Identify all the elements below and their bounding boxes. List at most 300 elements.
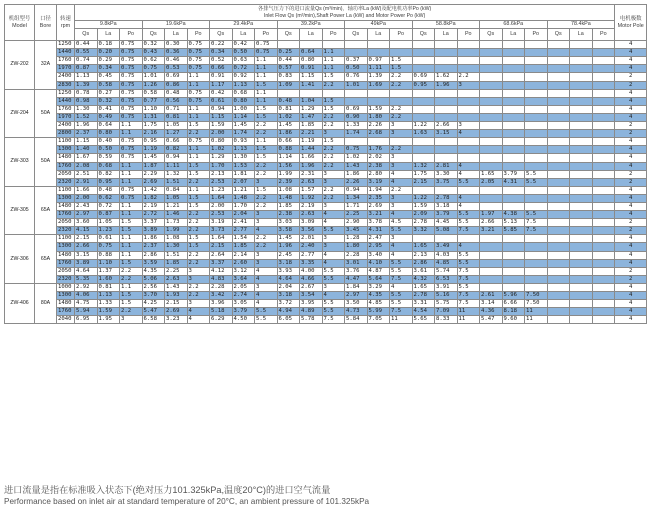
value-cell: 7.05 <box>367 316 390 324</box>
value-cell <box>457 138 480 146</box>
value-cell: 3.56 <box>300 227 323 235</box>
value-cell: 1.59 <box>97 308 120 316</box>
value-cell: 2.78 <box>412 219 435 227</box>
value-cell <box>480 259 503 267</box>
value-cell <box>525 97 548 105</box>
pole-cell: 2 <box>615 267 647 275</box>
value-cell <box>547 49 570 57</box>
value-cell <box>525 49 548 57</box>
speed-header-zh: 转速 <box>60 15 71 22</box>
sub-header: Po <box>255 29 278 41</box>
value-cell: 2.2 <box>120 267 143 275</box>
value-cell: 3.70 <box>142 292 165 300</box>
value-cell: 1.87 <box>142 162 165 170</box>
value-cell <box>570 122 593 130</box>
value-cell <box>480 49 503 57</box>
pole-cell: 4 <box>615 235 647 243</box>
value-cell: 4.87 <box>367 267 390 275</box>
value-cell <box>502 202 525 210</box>
pole-cell: 4 <box>615 194 647 202</box>
rpm-cell: 2400 <box>57 122 75 130</box>
value-cell: 2.04 <box>277 283 300 291</box>
value-cell <box>457 41 480 49</box>
value-cell: 2.69 <box>165 308 188 316</box>
value-cell: 1.1 <box>255 97 278 105</box>
value-cell <box>570 81 593 89</box>
bore-cell: 80A <box>35 283 57 323</box>
rpm-cell: 1100 <box>57 186 75 194</box>
value-cell: 1.5 <box>187 194 210 202</box>
value-cell <box>457 154 480 162</box>
rpm-cell: 1480 <box>57 202 75 210</box>
value-cell: 0.49 <box>97 113 120 121</box>
value-cell: 3.03 <box>277 219 300 227</box>
footer-note-en: Performance based on inlet air at standard temperature of 20°C, an ambient pressure of 101.325kPa <box>4 497 370 506</box>
value-cell: 0.69 <box>412 73 435 81</box>
value-cell <box>547 65 570 73</box>
value-cell: 0.81 <box>277 105 300 113</box>
value-cell <box>480 65 503 73</box>
value-cell <box>457 89 480 97</box>
value-cell: 0.61 <box>210 97 233 105</box>
value-cell <box>547 186 570 194</box>
value-cell: 2.78 <box>435 194 458 202</box>
value-cell <box>525 202 548 210</box>
value-cell: 5.5 <box>457 259 480 267</box>
value-cell: 0.95 <box>142 138 165 146</box>
value-cell <box>345 89 368 97</box>
value-cell <box>525 57 548 65</box>
value-cell: 1.11 <box>165 162 188 170</box>
value-cell: 3 <box>457 81 480 89</box>
value-cell: 2.28 <box>345 251 368 259</box>
value-cell: 3 <box>322 178 345 186</box>
sub-header: Qs <box>75 29 98 41</box>
value-cell <box>480 154 503 162</box>
value-cell: 2.81 <box>435 162 458 170</box>
value-cell: 1.28 <box>345 235 368 243</box>
table-row <box>5 162 647 170</box>
value-cell: 1.84 <box>345 283 368 291</box>
value-cell: 2.53 <box>210 178 233 186</box>
table-row <box>5 170 647 178</box>
value-cell: 1.5 <box>255 113 278 121</box>
value-cell: 1.59 <box>367 105 390 113</box>
sub-header: Qs <box>277 29 300 41</box>
pole-cell: 4 <box>615 308 647 316</box>
value-cell: 0.58 <box>97 81 120 89</box>
value-cell: 0.69 <box>165 73 188 81</box>
value-cell <box>457 146 480 154</box>
value-cell: 0.78 <box>75 89 98 97</box>
value-cell <box>570 89 593 97</box>
value-cell: 3.79 <box>502 170 525 178</box>
value-cell: 0.46 <box>165 57 188 65</box>
value-cell: 11 <box>525 308 548 316</box>
value-cell: 2.21 <box>300 130 323 138</box>
value-cell: 1.1 <box>120 202 143 210</box>
value-cell: 0.45 <box>97 73 120 81</box>
pole-cell: 2 <box>615 219 647 227</box>
value-cell: 2.15 <box>75 235 98 243</box>
value-cell: 1.5 <box>322 105 345 113</box>
value-cell: 3.40 <box>367 251 390 259</box>
value-cell: 0.92 <box>232 73 255 81</box>
value-cell: 2.78 <box>412 292 435 300</box>
value-cell: 1.64 <box>210 194 233 202</box>
value-cell: 5.5 <box>457 251 480 259</box>
value-cell <box>525 113 548 121</box>
value-cell: 1.1 <box>255 89 278 97</box>
value-cell: 1.1 <box>187 146 210 154</box>
value-cell <box>457 186 480 194</box>
value-cell: 5.16 <box>435 292 458 300</box>
value-cell <box>592 251 615 259</box>
value-cell: 1.1 <box>120 122 143 130</box>
performance-table-container <box>4 4 646 324</box>
value-cell <box>570 41 593 49</box>
value-cell <box>592 65 615 73</box>
value-cell: 4 <box>390 283 413 291</box>
value-cell <box>502 65 525 73</box>
value-cell: 4.12 <box>210 267 233 275</box>
value-cell: 1.5 <box>322 138 345 146</box>
value-cell: 5.5 <box>322 308 345 316</box>
value-cell: 1.32 <box>412 162 435 170</box>
value-cell: 0.72 <box>97 202 120 210</box>
value-cell: 1.30 <box>232 154 255 162</box>
value-cell: 0.88 <box>277 146 300 154</box>
value-cell: 2.45 <box>277 251 300 259</box>
value-cell <box>592 316 615 324</box>
value-cell: 4 <box>390 170 413 178</box>
value-cell <box>570 292 593 300</box>
value-cell: 1.29 <box>210 154 233 162</box>
value-cell: 1.1 <box>120 283 143 291</box>
value-cell: 5.5 <box>525 211 548 219</box>
value-cell: 2.56 <box>142 283 165 291</box>
value-cell: 3 <box>322 202 345 210</box>
value-cell: 1.54 <box>232 235 255 243</box>
value-cell: 3.79 <box>435 211 458 219</box>
value-cell <box>592 202 615 210</box>
value-cell: 0.83 <box>277 73 300 81</box>
value-cell <box>592 89 615 97</box>
value-cell: 1.5 <box>390 57 413 65</box>
pole-cell: 2 <box>615 170 647 178</box>
value-cell: 1.5 <box>255 81 278 89</box>
table-row <box>5 186 647 194</box>
value-cell: 1.43 <box>345 162 368 170</box>
value-cell: 0.34 <box>210 49 233 57</box>
pole-cell: 4 <box>615 97 647 105</box>
value-cell <box>547 81 570 89</box>
value-cell: 0.75 <box>187 41 210 49</box>
value-cell: 4 <box>390 251 413 259</box>
value-cell: 2.2 <box>390 105 413 113</box>
value-cell: 4.36 <box>480 308 503 316</box>
value-cell: 1.1 <box>255 65 278 73</box>
value-cell: 0.75 <box>120 57 143 65</box>
value-cell: 0.48 <box>97 186 120 194</box>
value-cell: 1.33 <box>345 122 368 130</box>
value-cell: 0.94 <box>165 154 188 162</box>
value-cell: 0.62 <box>142 57 165 65</box>
value-cell: 0.75 <box>120 81 143 89</box>
value-cell <box>592 259 615 267</box>
value-cell: 4.64 <box>277 275 300 283</box>
value-cell: 1.48 <box>232 194 255 202</box>
value-cell: 1.85 <box>277 202 300 210</box>
table-row <box>5 105 647 113</box>
value-cell: 2.2 <box>255 130 278 138</box>
sub-header: Po <box>187 29 210 41</box>
value-cell: 1.21 <box>165 202 188 210</box>
pressure-header: 39.2kPa <box>277 21 345 29</box>
value-cell: 11 <box>457 316 480 324</box>
value-cell: 1.93 <box>165 292 188 300</box>
value-cell: 1.39 <box>75 81 98 89</box>
value-cell: 2.64 <box>210 251 233 259</box>
value-cell: 0.44 <box>75 41 98 49</box>
value-cell: 1.1 <box>120 211 143 219</box>
rpm-cell: 2320 <box>57 178 75 186</box>
value-cell: 3.18 <box>435 202 458 210</box>
value-cell: 1.95 <box>97 316 120 324</box>
value-cell: 4.15 <box>75 227 98 235</box>
model-cell: ZW-202 <box>5 41 35 90</box>
table-row <box>5 316 647 324</box>
value-cell <box>570 146 593 154</box>
value-cell: 1.5 <box>322 73 345 81</box>
value-cell: 1.86 <box>142 235 165 243</box>
value-cell: 2.00 <box>75 194 98 202</box>
value-cell: 2.2 <box>390 113 413 121</box>
value-cell <box>525 243 548 251</box>
value-cell <box>547 243 570 251</box>
value-cell: 1.67 <box>75 154 98 162</box>
value-cell: 0.48 <box>277 97 300 105</box>
value-cell: 0.75 <box>120 146 143 154</box>
value-cell: 4.31 <box>502 178 525 186</box>
rpm-cell: 2050 <box>57 267 75 275</box>
sub-header: Qs <box>210 29 233 41</box>
value-cell: 4.31 <box>367 227 390 235</box>
value-cell <box>592 73 615 81</box>
value-cell: 0.62 <box>97 194 120 202</box>
value-cell: 1.13 <box>75 73 98 81</box>
value-cell: 3.50 <box>345 300 368 308</box>
value-cell: 2.86 <box>142 251 165 259</box>
value-cell <box>300 89 323 97</box>
value-cell: 4.64 <box>75 267 98 275</box>
value-cell <box>412 49 435 57</box>
value-cell: 2.38 <box>367 162 390 170</box>
value-cell <box>480 89 503 97</box>
value-cell <box>502 154 525 162</box>
value-cell: 2.2 <box>255 162 278 170</box>
value-cell: 3 <box>187 275 210 283</box>
value-cell: 4 <box>457 162 480 170</box>
value-cell <box>502 57 525 65</box>
pressure-header: 29.4kPa <box>210 21 278 29</box>
value-cell: 2.2 <box>322 162 345 170</box>
pole-cell: 4 <box>615 292 647 300</box>
value-cell <box>547 235 570 243</box>
value-cell: 0.50 <box>232 49 255 57</box>
value-cell: 4.73 <box>345 308 368 316</box>
value-cell: 1.96 <box>300 162 323 170</box>
value-cell: 5.96 <box>502 292 525 300</box>
pole-cell: 2 <box>615 73 647 81</box>
table-row <box>5 292 647 300</box>
flow-header <box>75 5 615 21</box>
value-cell <box>480 162 503 170</box>
value-cell: 2.00 <box>210 130 233 138</box>
table-row <box>5 154 647 162</box>
value-cell: 0.75 <box>345 146 368 154</box>
value-cell: 1.31 <box>142 113 165 121</box>
value-cell <box>547 130 570 138</box>
value-cell: 4.35 <box>142 267 165 275</box>
value-cell <box>412 57 435 65</box>
value-cell: 3 <box>322 243 345 251</box>
value-cell: 1.97 <box>480 211 503 219</box>
value-cell <box>592 300 615 308</box>
value-cell: 1.43 <box>165 283 188 291</box>
value-cell: 2.90 <box>345 219 368 227</box>
value-cell: 2.2 <box>390 146 413 154</box>
value-cell: 3.89 <box>142 227 165 235</box>
value-cell <box>412 138 435 146</box>
table-row <box>5 122 647 130</box>
value-cell: 0.36 <box>165 49 188 57</box>
value-cell: 5.5 <box>525 178 548 186</box>
value-cell: 3 <box>457 122 480 130</box>
value-cell: 1.09 <box>277 81 300 89</box>
value-cell <box>570 316 593 324</box>
value-cell: 1.75 <box>412 170 435 178</box>
value-cell: 2.00 <box>210 202 233 210</box>
value-cell: 1.65 <box>412 243 435 251</box>
value-cell: 1.19 <box>142 146 165 154</box>
value-cell: 3.30 <box>435 170 458 178</box>
table-row <box>5 227 647 235</box>
value-cell <box>502 267 525 275</box>
value-cell: 5.08 <box>435 227 458 235</box>
rpm-cell: 1300 <box>57 243 75 251</box>
value-cell: 0.75 <box>255 49 278 57</box>
rpm-cell: 1250 <box>57 89 75 97</box>
value-cell: 1.22 <box>412 122 435 130</box>
value-cell: 3 <box>390 202 413 210</box>
value-cell: 2.2 <box>187 211 210 219</box>
value-cell: 3.12 <box>232 267 255 275</box>
value-cell: 1.1 <box>120 162 143 170</box>
value-cell <box>570 219 593 227</box>
pole-cell: 4 <box>615 283 647 291</box>
sub-header: Qs <box>547 29 570 41</box>
value-cell <box>592 283 615 291</box>
value-cell: 1.80 <box>345 243 368 251</box>
value-cell <box>435 105 458 113</box>
pressure-header: 19.6kPa <box>142 21 210 29</box>
value-cell: 0.75 <box>120 49 143 57</box>
value-cell: 2.95 <box>367 243 390 251</box>
value-cell <box>457 65 480 73</box>
value-cell <box>547 113 570 121</box>
table-row <box>5 65 647 73</box>
value-cell: 1.1 <box>120 170 143 178</box>
table-row <box>5 235 647 243</box>
pole-cell: 4 <box>615 65 647 73</box>
model-header-en: Model <box>12 22 27 29</box>
pole-header <box>615 5 647 41</box>
value-cell: 3 <box>390 154 413 162</box>
value-cell: 2.72 <box>142 211 165 219</box>
value-cell <box>502 105 525 113</box>
rpm-cell: 1480 <box>57 251 75 259</box>
value-cell <box>570 186 593 194</box>
value-cell <box>480 283 503 291</box>
value-cell <box>525 154 548 162</box>
value-cell: 0.50 <box>97 146 120 154</box>
value-cell: 1.15 <box>210 113 233 121</box>
value-cell <box>412 146 435 154</box>
value-cell <box>570 57 593 65</box>
value-cell <box>457 105 480 113</box>
value-cell <box>570 130 593 138</box>
value-cell: 2.29 <box>142 170 165 178</box>
sub-header: La <box>97 29 120 41</box>
sub-header: Po <box>525 29 548 41</box>
pole-cell: 2 <box>615 227 647 235</box>
value-cell: 4.85 <box>435 259 458 267</box>
value-cell: 1.51 <box>165 178 188 186</box>
value-cell <box>547 275 570 283</box>
value-cell: 2.15 <box>210 243 233 251</box>
value-cell: 1.05 <box>97 219 120 227</box>
value-cell: 5.78 <box>300 316 323 324</box>
value-cell <box>570 97 593 105</box>
value-cell: 2.63 <box>300 178 323 186</box>
value-cell <box>570 300 593 308</box>
value-cell: 0.75 <box>120 89 143 97</box>
value-cell <box>547 267 570 275</box>
value-cell <box>412 41 435 49</box>
value-cell <box>570 194 593 202</box>
value-cell: 2.2 <box>187 219 210 227</box>
value-cell: 3 <box>322 130 345 138</box>
value-cell: 5.5 <box>322 267 345 275</box>
value-cell: 1.1 <box>187 73 210 81</box>
value-cell: 1.1 <box>120 178 143 186</box>
value-cell: 2.2 <box>255 122 278 130</box>
value-cell <box>345 49 368 57</box>
rpm-cell: 1760 <box>57 259 75 267</box>
value-cell <box>435 49 458 57</box>
value-cell <box>390 97 413 105</box>
value-cell <box>547 292 570 300</box>
value-cell: 4 <box>255 275 278 283</box>
value-cell: 0.80 <box>210 138 233 146</box>
rpm-cell: 2830 <box>57 81 75 89</box>
table-row <box>5 97 647 105</box>
rpm-cell: 1970 <box>57 65 75 73</box>
value-cell: 0.88 <box>97 251 120 259</box>
value-cell: 3 <box>120 316 143 324</box>
value-cell: 2.2 <box>390 186 413 194</box>
